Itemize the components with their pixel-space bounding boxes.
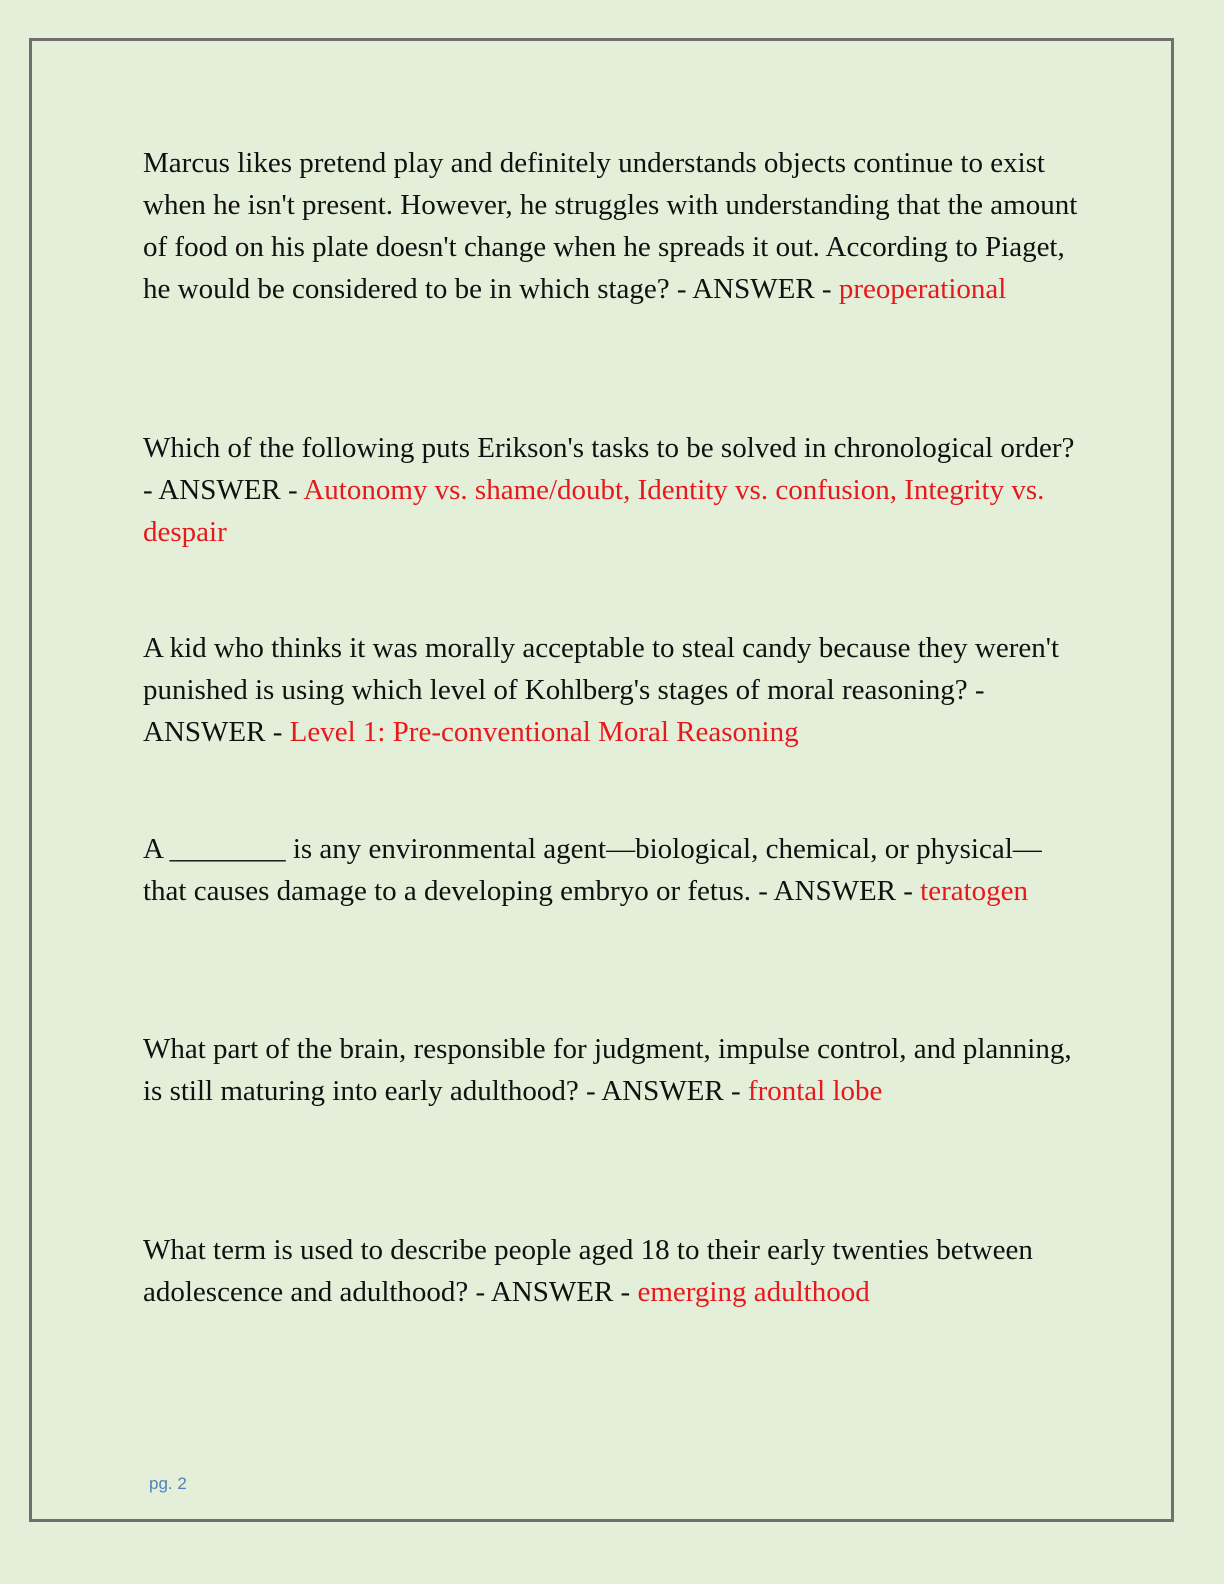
question-text: A ________ is any environmental agent—biological, chemical, or physical—that causes damage to a developing embryo or fetus. - ANSWER - xyxy=(143,833,1042,907)
question-text: A kid who thinks it was morally acceptable to steal candy because they weren't punished is using which level of Kohlberg's stages of moral reasoning? - ANSWER - xyxy=(143,632,1060,748)
qa-item xyxy=(143,142,1083,310)
qa-item xyxy=(143,828,1083,912)
answer-text: preoperational xyxy=(838,273,1007,305)
qa-item xyxy=(143,1229,1083,1313)
qa-item xyxy=(143,1028,1083,1112)
qa-item xyxy=(143,627,1083,753)
answer-text: Autonomy vs. shame/doubt, Identity vs. confusion, Integrity vs. despair xyxy=(143,474,1045,548)
page-number: pg. 2 xyxy=(149,1474,187,1493)
question-text: What part of the brain, responsible for judgment, impulse control, and planning, is still maturing into early adulthood? - ANSWER - xyxy=(143,1033,1072,1107)
question-text: Marcus likes pretend play and definitely understands objects continue to exist when he isn't present. However, he struggles with understanding that the amount of food on his plate doesn't change when he spreads it out. According to Piaget, he would be considered to be in which stage? - ANSWER - xyxy=(143,147,1078,305)
qa-item xyxy=(143,427,1083,553)
answer-text: emerging adulthood xyxy=(637,1276,870,1308)
question-text: What term is used to describe people aged 18 to their early twenties between adolescence and adulthood? - ANSWER - xyxy=(143,1234,1033,1308)
answer-text: frontal lobe xyxy=(747,1075,883,1107)
answer-text: teratogen xyxy=(920,875,1029,907)
question-text: Which of the following puts Erikson's tasks to be solved in chronological order? - ANSWER - xyxy=(143,432,1075,506)
answer-text: Level 1: Pre-conventional Moral Reasoning xyxy=(289,716,799,748)
